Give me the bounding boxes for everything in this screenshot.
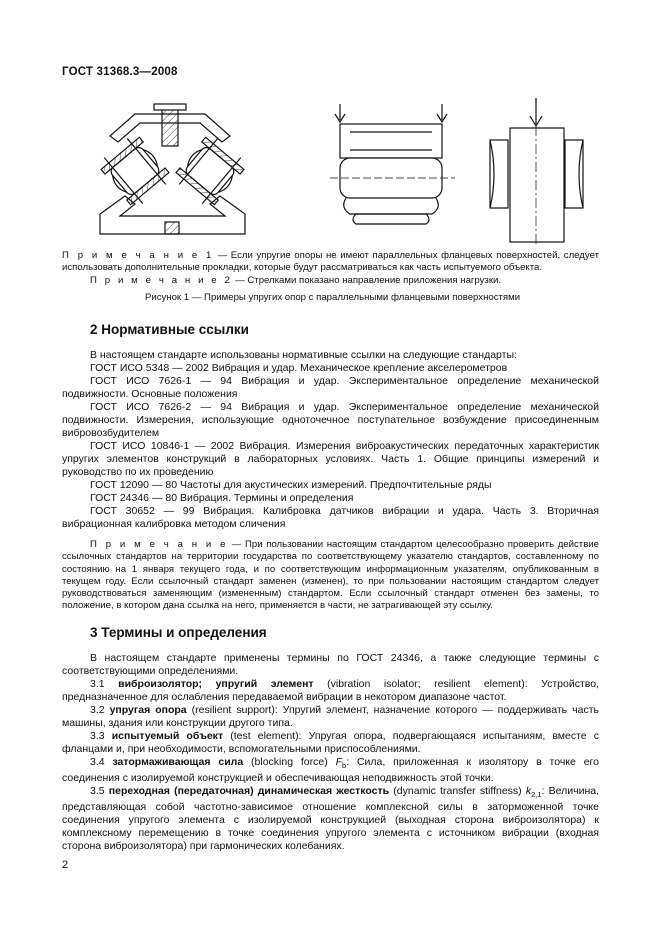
reference-item: ГОСТ ИСО 5348 — 2002 Вибрация и удар. Механическое крепление акселерометров [90,362,508,374]
section-2-intro: В настоящем стандарте использованы нормативные ссылки на следующие стандарты: [90,349,517,361]
figure-note-2 [62,275,599,287]
section-2-title: 2 Нормативные ссылки [90,322,249,337]
term-3-2-name: упругая опора [109,704,187,716]
term-3-1-name: виброизолятор; упругий элемент [118,678,314,690]
figure-caption: Рисунок 1 — Примеры упругих опор с параллельными фланцевыми поверхностями [144,292,521,303]
term-3-4: 3.4 затормаживающая сила (blocking force) $F_b$: Сила, приложенная к изолятору в точке его соединения с изолируемой конструкцией и обеспечивающая неподвижность этой точки. [62,756,599,785]
section-3-body [62,652,599,853]
reference-item: ГОСТ ИСО 7626-1 — 94 Вибрация и удар. Экспериментальное определение механической подвижности. Основные положения [62,375,599,400]
term-3-2: 3.2 упругая опора (resilient support): Упругий элемент, назначение которого — поддерживать часть машины, здания или конструкции другого типа. [62,704,599,729]
page-number: 2 [62,859,69,871]
figure-note-1-text: — Если упругие опоры не имеют параллельных фланцевых поверхностей, следует использовать дополнительные прокладки, которые будут рассматриваться как часть испытуемого объекта. [62,250,599,274]
section-3-title: 3 Термины и определения [90,625,267,640]
document-code: ГОСТ 31368.3—2008 [62,66,178,78]
figure-note-2-text: — Стрелками показано направление приложения нагрузки. [232,275,502,286]
term-3-3-name: испытуемый объект [111,730,224,742]
reference-item: ГОСТ ИСО 10846-1 — 2002 Вибрация. Измерения виброакустических передаточных характеристик упругих элементов конструкций в лабораторных условиях. Часть 1. Общие принципы измерений и руководство по их проведению [62,440,599,478]
figure-resilient-supports [60,96,605,246]
section-2-note-text: — При пользовании настоящим стандартом целесообразно проверить действие ссылочных стандартов на территории государства по соответствующему указателю стандартов, составленному по состоянию на 1 января текущего года, и по соответствующим информационным указателям, опубликованным в текущем году. Если ссылочный стандарт заменен (изменен), то при пользовании настоящим стандартом следует руководствоваться заменяющим (измененным) стандартом. Если ссылочный стандарт отменен без замены, то положение, в котором дана ссылка на него, применяется в части, не затрагивающей эту ссылку. [62,539,599,612]
figure-note-1 [62,250,599,275]
figure-vertical-mount [490,98,583,244]
section-2-note-label: П р и м е ч а н и е [90,539,229,550]
term-3-1: 3.1 виброизолятор; упругий элемент (vibration isolator; resilient element): Устройство, предназначенное для ослабления передаваемой вибрации в некотором диапазоне частот. [62,678,599,703]
figure-note-1-label: П р и м е ч а н и е 1 [62,250,214,261]
term-3-3: 3.3 испытуемый объект (test element): Упругая опора, подвергающаяся испытаниям, вместе с фланцами и, при необходимости, вспомогательными приспособлениями. [62,730,600,755]
reference-item: ГОСТ 24346 — 80 Вибрация. Термины и определения [90,492,354,504]
section-2-note [62,539,599,613]
section-3-intro: В настоящем стандарте применены термины по ГОСТ 24346, а также следующие термины с соответствующими определениями. [62,652,599,677]
figure-cylinder-mount [330,104,455,224]
reference-item: ГОСТ 30652 — 99 Вибрация. Калибровка датчиков вибрации и удара. Часть 3. Вторичная вибрационная калибровка методом сличения [62,505,599,530]
section-2-body [62,349,599,613]
term-3-5: 3.5 переходная (передаточная) динамическая жесткость (dynamic transfer stiffness) $k_{2,1}$: Величина, представляющая собой частотно-зависимое отношение комплексной силы в заторможенной точке соединения упругого элемента с изолируемой конструкцией (выходная сторона виброизолятора) к комплексному перемещению в точке соединения упругого элемента с источником вибрации (входная сторона виброизолятора) при гармонических колебаниях. [62,785,600,853]
term-3-4-name: затормаживающая сила [112,756,244,768]
figure-note-2-label: П р и м е ч а н и е 2 [90,275,233,286]
figure-inclined-mounts [97,104,249,234]
reference-item: ГОСТ 12090 — 80 Частоты для акустических измерений. Предпочтительные ряды [90,479,492,491]
term-3-5-name: переходная (передаточная) динамическая жесткость [108,785,390,798]
reference-item: ГОСТ ИСО 7626-2 — 94 Вибрация и удар. Экспериментальное определение механической подвижности. Измерения, использующие одноточечное поступательное возбуждение присоединенным вибровозбудителем [62,401,599,439]
